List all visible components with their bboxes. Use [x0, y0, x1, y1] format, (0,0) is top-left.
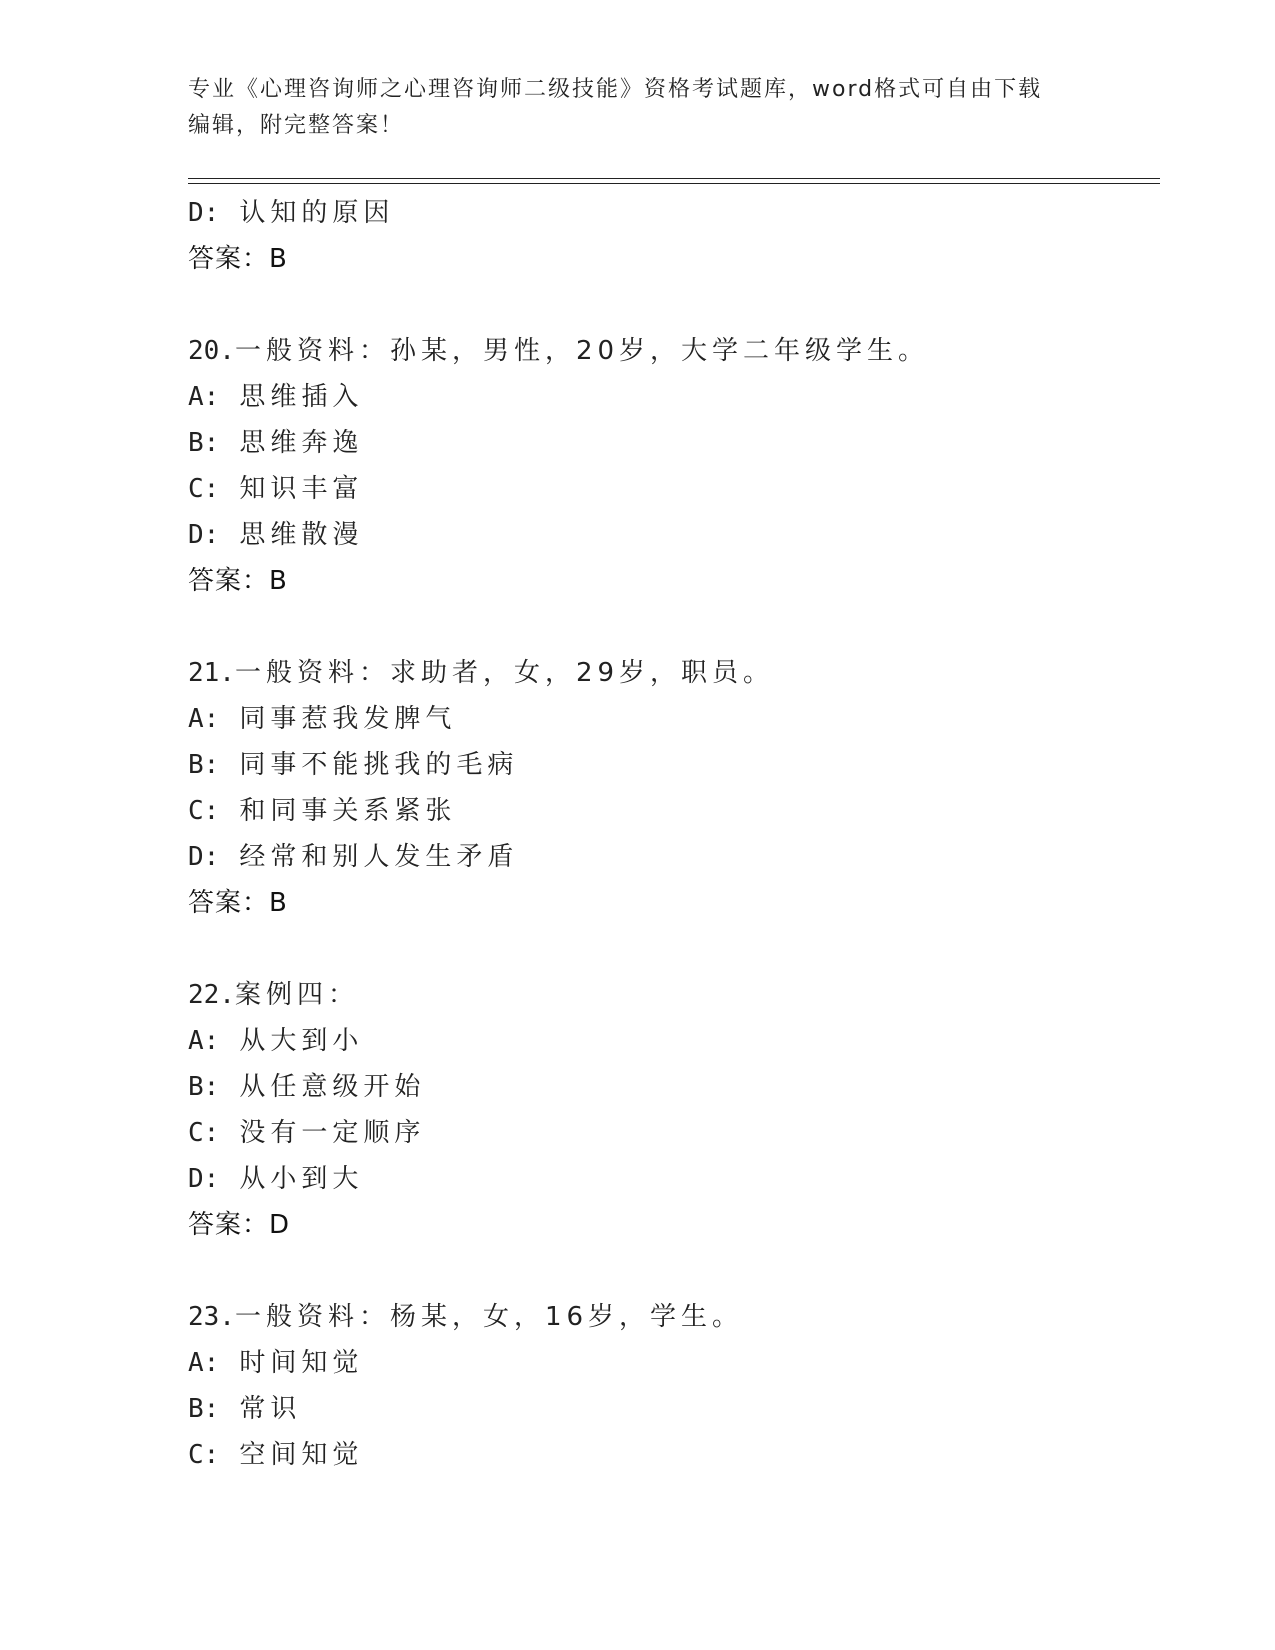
option-line: [188, 466, 1148, 512]
option-line: [188, 788, 1148, 834]
header-line-2: 编辑，附完整答案！: [188, 113, 405, 138]
header-line-1: 专业《心理咨询师之心理咨询师二级技能》资格考试题库，word格式可自由下载: [188, 77, 1043, 102]
question-number: 21.: [188, 658, 235, 688]
question-title: [188, 650, 1148, 696]
option-text: 思维散漫: [239, 520, 364, 550]
question-text: 一般资料：求助者，女，29岁，职员。: [234, 658, 775, 688]
option-text: 同事不能挑我的毛病: [239, 750, 519, 780]
option-key: D:: [188, 842, 220, 872]
option-line: [188, 1110, 1148, 1156]
option-line: [188, 1432, 1148, 1478]
option-key: A:: [188, 704, 220, 734]
question-title: [188, 328, 1148, 374]
option-text: 从任意级开始: [239, 1072, 426, 1102]
option-key: B:: [188, 1394, 220, 1424]
option-line: [188, 696, 1148, 742]
option-key: D:: [188, 198, 220, 228]
question-number: 20.: [188, 336, 235, 366]
option-key: B:: [188, 750, 220, 780]
option-text: 时间知觉: [239, 1348, 364, 1378]
option-key: B:: [188, 428, 220, 458]
option-line: [188, 834, 1148, 880]
option-line: [188, 1386, 1148, 1432]
question-title: [188, 972, 1148, 1018]
option-text: 经常和别人发生矛盾: [239, 842, 519, 872]
option-key: D:: [188, 1164, 220, 1194]
option-text: 同事惹我发脾气: [239, 704, 457, 734]
option-key: C:: [188, 474, 220, 504]
option-text: 认知的原因: [239, 198, 395, 228]
answer-line: 答案：B: [188, 566, 288, 596]
question-text: 一般资料：孙某，男性，20岁，大学二年级学生。: [234, 336, 930, 366]
option-key: C:: [188, 1440, 220, 1470]
question-title: [188, 1294, 1148, 1340]
option-text: 没有一定顺序: [239, 1118, 426, 1148]
option-key: D:: [188, 520, 220, 550]
option-line: [188, 1064, 1148, 1110]
option-key: C:: [188, 796, 220, 826]
option-text: 从小到大: [239, 1164, 364, 1194]
answer-line: 答案：B: [188, 244, 288, 274]
option-text: 思维插入: [239, 382, 364, 412]
option-text: 空间知觉: [239, 1440, 364, 1470]
question-number: 23.: [188, 1302, 235, 1332]
option-text: 和同事关系紧张: [239, 796, 457, 826]
option-text: 从大到小: [239, 1026, 364, 1056]
document-header: [188, 72, 1088, 144]
option-line: [188, 742, 1148, 788]
option-key: A:: [188, 1026, 220, 1056]
header-divider: [188, 178, 1160, 184]
option-text: 常识: [239, 1394, 302, 1424]
question-text: 一般资料：杨某，女，16岁，学生。: [234, 1302, 744, 1332]
option-key: A:: [188, 382, 220, 412]
option-key: C:: [188, 1118, 220, 1148]
option-text: 思维奔逸: [239, 428, 364, 458]
question-text: 案例四：: [234, 980, 359, 1010]
option-line: [188, 374, 1148, 420]
option-key: B:: [188, 1072, 220, 1102]
option-text: 知识丰富: [239, 474, 364, 504]
question-list: [188, 190, 1148, 1478]
option-line: [188, 1018, 1148, 1064]
option-line: [188, 190, 1148, 236]
option-line: [188, 1340, 1148, 1386]
option-line: [188, 512, 1148, 558]
answer-line: 答案：B: [188, 888, 288, 918]
question-number: 22.: [188, 980, 235, 1010]
answer-line: 答案：D: [188, 1210, 291, 1240]
option-line: [188, 1156, 1148, 1202]
option-line: [188, 420, 1148, 466]
option-key: A:: [188, 1348, 220, 1378]
